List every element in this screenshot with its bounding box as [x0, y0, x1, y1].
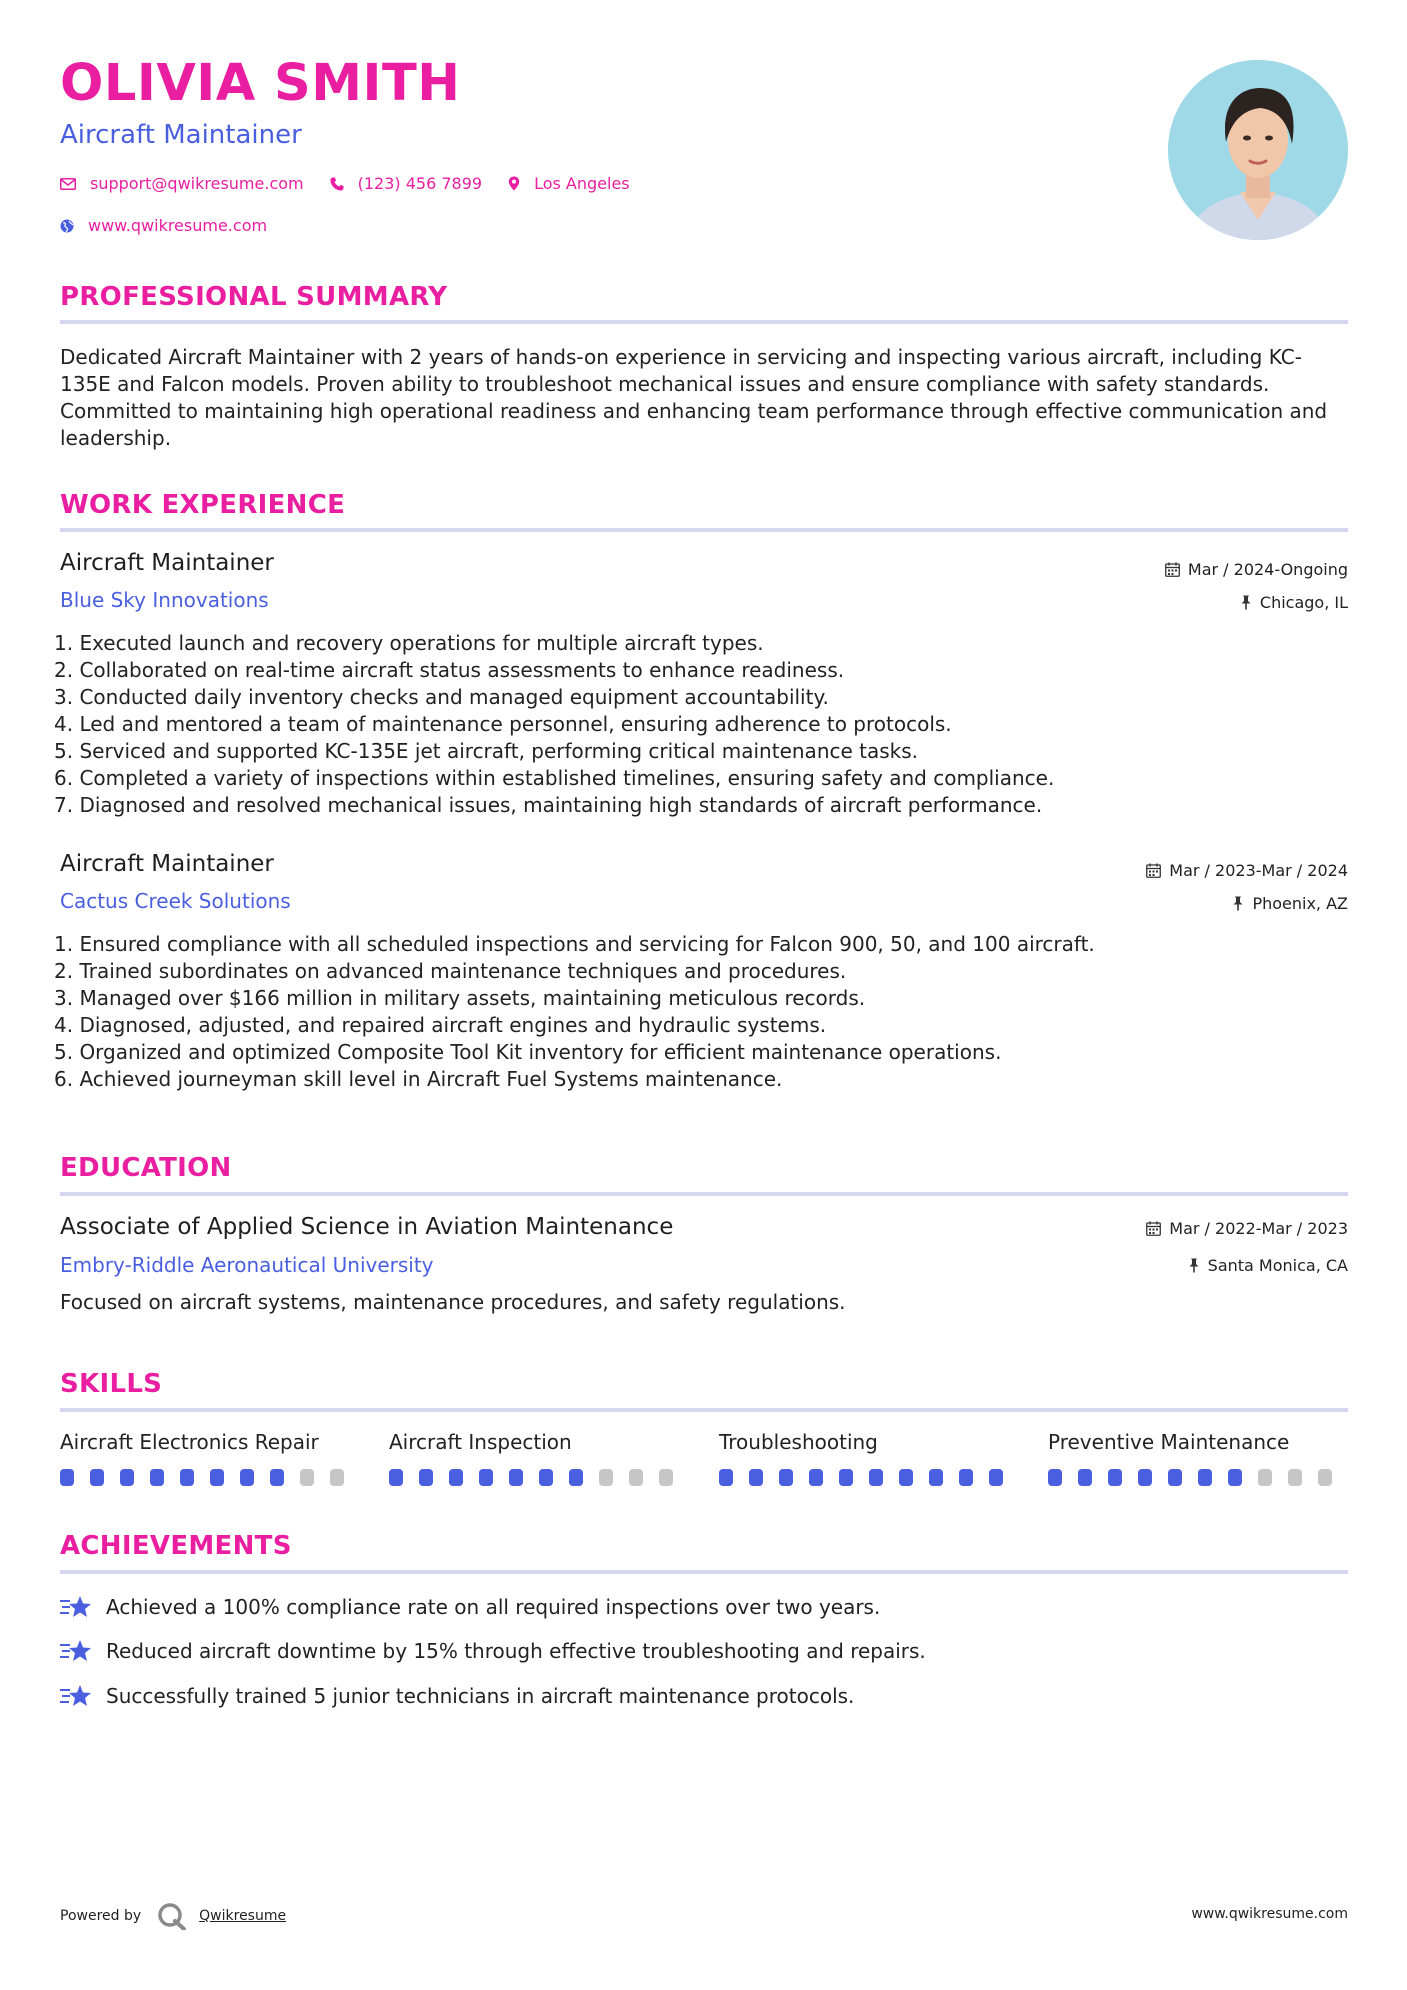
- website-text: www.qwikresume.com: [88, 216, 268, 235]
- skill-dot: [899, 1469, 913, 1486]
- list-item: 6. Completed a variety of inspections within established timelines, ensuring safety and compliance.: [54, 766, 1055, 790]
- skill-dot: [180, 1469, 194, 1486]
- list-item: 5. Organized and optimized Composite Tool Kit inventory for efficient maintenance operations.: [54, 1040, 1002, 1064]
- pushpin-icon: [1240, 595, 1252, 610]
- section-divider: [60, 1570, 1348, 1574]
- skill-dot: [60, 1469, 74, 1486]
- candidate-name: OLIVIA SMITH: [60, 54, 461, 113]
- skill-name: Aircraft Inspection: [389, 1430, 572, 1454]
- list-item: 5. Serviced and supported KC-135E jet aircraft, performing critical maintenance tasks.: [54, 739, 919, 763]
- globe-icon: [60, 219, 74, 233]
- qwikresume-logo-icon: [157, 1902, 187, 1930]
- profile-photo: [1168, 60, 1348, 240]
- star-badge-icon: [60, 1683, 92, 1709]
- skill-item: [719, 1430, 1019, 1486]
- summary-heading: PROFESSIONAL SUMMARY: [60, 282, 448, 312]
- pushpin-icon: [1232, 896, 1244, 911]
- job-date: Mar / 2023-Mar / 2024: [1146, 861, 1348, 880]
- list-item: 2. Trained subordinates on advanced maintenance techniques and procedures.: [54, 959, 847, 983]
- list-item: 4. Diagnosed, adjusted, and repaired aircraft engines and hydraulic systems.: [54, 1013, 827, 1037]
- skill-dot: [509, 1469, 523, 1486]
- skill-dot: [539, 1469, 553, 1486]
- email-text: support@qwikresume.com: [90, 174, 304, 193]
- skill-name: Troubleshooting: [719, 1430, 878, 1454]
- company-name: Cactus Creek Solutions: [60, 889, 291, 913]
- summary-text: Dedicated Aircraft Maintainer with 2 years of hands-on experience in servicing and inspecting various aircraft, including KC-135E and Falcon models. Proven ability to troubleshoot mechanical issues and ensure compliance with safety standards. Committed to maintaining high operational readiness and enhancing team performance through effective communication and leadership.: [60, 345, 1328, 450]
- skill-level-dots: [719, 1469, 1019, 1486]
- skill-dot: [1078, 1469, 1092, 1486]
- section-divider: [60, 320, 1348, 324]
- degree-title: Associate of Applied Science in Aviation Maintenance: [60, 1214, 674, 1240]
- skill-dot: [479, 1469, 493, 1486]
- skill-dot: [719, 1469, 733, 1486]
- skill-dot: [1318, 1469, 1332, 1486]
- phone-icon: [330, 177, 344, 191]
- section-divider: [60, 1192, 1348, 1196]
- skill-dot: [1138, 1469, 1152, 1486]
- contact-email[interactable]: [60, 174, 304, 193]
- calendar-icon: [1146, 863, 1161, 878]
- job-title: Aircraft Maintainer: [60, 550, 274, 576]
- skill-dot: [120, 1469, 134, 1486]
- job-bullets: [54, 630, 1344, 819]
- skill-dot: [779, 1469, 793, 1486]
- skill-dot: [659, 1469, 673, 1486]
- skill-dot: [210, 1469, 224, 1486]
- pushpin-icon: [1188, 1258, 1200, 1273]
- mail-icon: [60, 178, 76, 190]
- skill-dot: [1258, 1469, 1272, 1486]
- skill-dot: [629, 1469, 643, 1486]
- skill-dot: [1288, 1469, 1302, 1486]
- skill-dot: [1168, 1469, 1182, 1486]
- skill-item: [389, 1430, 689, 1486]
- skill-dot: [1198, 1469, 1212, 1486]
- skill-dot: [569, 1469, 583, 1486]
- skill-dot: [330, 1469, 344, 1486]
- job-date: Mar / 2024-Ongoing: [1165, 560, 1348, 579]
- skill-dot: [449, 1469, 463, 1486]
- skills-heading: SKILLS: [60, 1369, 163, 1399]
- section-divider: [60, 528, 1348, 532]
- skill-dot: [150, 1469, 164, 1486]
- skill-dot: [869, 1469, 883, 1486]
- calendar-icon: [1165, 562, 1180, 577]
- candidate-role: Aircraft Maintainer: [60, 120, 302, 150]
- achievement-item: Achieved a 100% compliance rate on all required inspections over two years.: [60, 1594, 880, 1620]
- skill-dot: [270, 1469, 284, 1486]
- list-item: 3. Managed over $166 million in military assets, maintaining meticulous records.: [54, 986, 866, 1010]
- qwikresume-link[interactable]: Qwikresume: [199, 1908, 287, 1924]
- list-item: 3. Conducted daily inventory checks and managed equipment accountability.: [54, 685, 829, 709]
- footer-website[interactable]: www.qwikresume.com: [1191, 1906, 1348, 1922]
- skill-dot: [240, 1469, 254, 1486]
- achievement-item: Successfully trained 5 junior technicians in aircraft maintenance protocols.: [60, 1683, 854, 1709]
- skill-dot: [959, 1469, 973, 1486]
- person-portrait-icon: [1168, 60, 1348, 240]
- skill-dot: [419, 1469, 433, 1486]
- website-row: [60, 216, 293, 235]
- contact-row: [60, 174, 656, 193]
- skill-dot: [839, 1469, 853, 1486]
- list-item: 7. Diagnosed and resolved mechanical issues, maintaining high standards of aircraft performance.: [54, 793, 1043, 817]
- skill-dot: [1108, 1469, 1122, 1486]
- list-item: 2. Collaborated on real-time aircraft status assessments to enhance readiness.: [54, 658, 845, 682]
- experience-heading: WORK EXPERIENCE: [60, 490, 346, 520]
- job-bullets: [54, 931, 1344, 1093]
- school-name: Embry-Riddle Aeronautical University: [60, 1253, 434, 1277]
- skill-name: Aircraft Electronics Repair: [60, 1430, 319, 1454]
- contact-location: [508, 174, 630, 193]
- location-text: Los Angeles: [534, 174, 630, 193]
- skill-dot: [300, 1469, 314, 1486]
- company-name: Blue Sky Innovations: [60, 588, 269, 612]
- education-location: Santa Monica, CA: [1188, 1256, 1348, 1275]
- skill-level-dots: [60, 1469, 360, 1486]
- list-item: 4. Led and mentored a team of maintenance personnel, ensuring adherence to protocols.: [54, 712, 952, 736]
- skill-level-dots: [1048, 1469, 1348, 1486]
- star-badge-icon: [60, 1594, 92, 1620]
- list-item: 1. Executed launch and recovery operations for multiple aircraft types.: [54, 631, 764, 655]
- skill-dot: [389, 1469, 403, 1486]
- skill-item: [1048, 1430, 1348, 1486]
- skill-dot: [1228, 1469, 1242, 1486]
- skill-item: [60, 1430, 360, 1486]
- footer-powered-by: Powered by Qwikresume: [60, 1902, 286, 1930]
- skill-level-dots: [389, 1469, 689, 1486]
- contact-website[interactable]: [60, 216, 267, 235]
- star-badge-icon: [60, 1638, 92, 1664]
- list-item: 6. Achieved journeyman skill level in Aircraft Fuel Systems maintenance.: [54, 1067, 783, 1091]
- list-item: 1. Ensured compliance with all scheduled inspections and servicing for Falcon 900, 50, and 100 aircraft.: [54, 932, 1095, 956]
- skill-dot: [749, 1469, 763, 1486]
- achievements-heading: ACHIEVEMENTS: [60, 1531, 292, 1561]
- skill-dot: [809, 1469, 823, 1486]
- education-heading: EDUCATION: [60, 1153, 232, 1183]
- skill-dot: [929, 1469, 943, 1486]
- skill-dot: [90, 1469, 104, 1486]
- job-title: Aircraft Maintainer: [60, 851, 274, 877]
- contact-phone[interactable]: [330, 174, 482, 193]
- education-date: Mar / 2022-Mar / 2023: [1146, 1219, 1348, 1238]
- calendar-icon: [1146, 1221, 1161, 1236]
- skill-dot: [599, 1469, 613, 1486]
- skill-dot: [989, 1469, 1003, 1486]
- section-divider: [60, 1408, 1348, 1412]
- skill-dot: [1048, 1469, 1062, 1486]
- map-pin-icon: [508, 176, 520, 191]
- achievement-item: Reduced aircraft downtime by 15% through effective troubleshooting and repairs.: [60, 1638, 926, 1664]
- education-description: Focused on aircraft systems, maintenance procedures, and safety regulations.: [60, 1290, 846, 1314]
- job-location: Phoenix, AZ: [1232, 894, 1348, 913]
- skill-name: Preventive Maintenance: [1048, 1430, 1290, 1454]
- job-location: Chicago, IL: [1240, 593, 1348, 612]
- phone-text: (123) 456 7899: [357, 174, 483, 193]
